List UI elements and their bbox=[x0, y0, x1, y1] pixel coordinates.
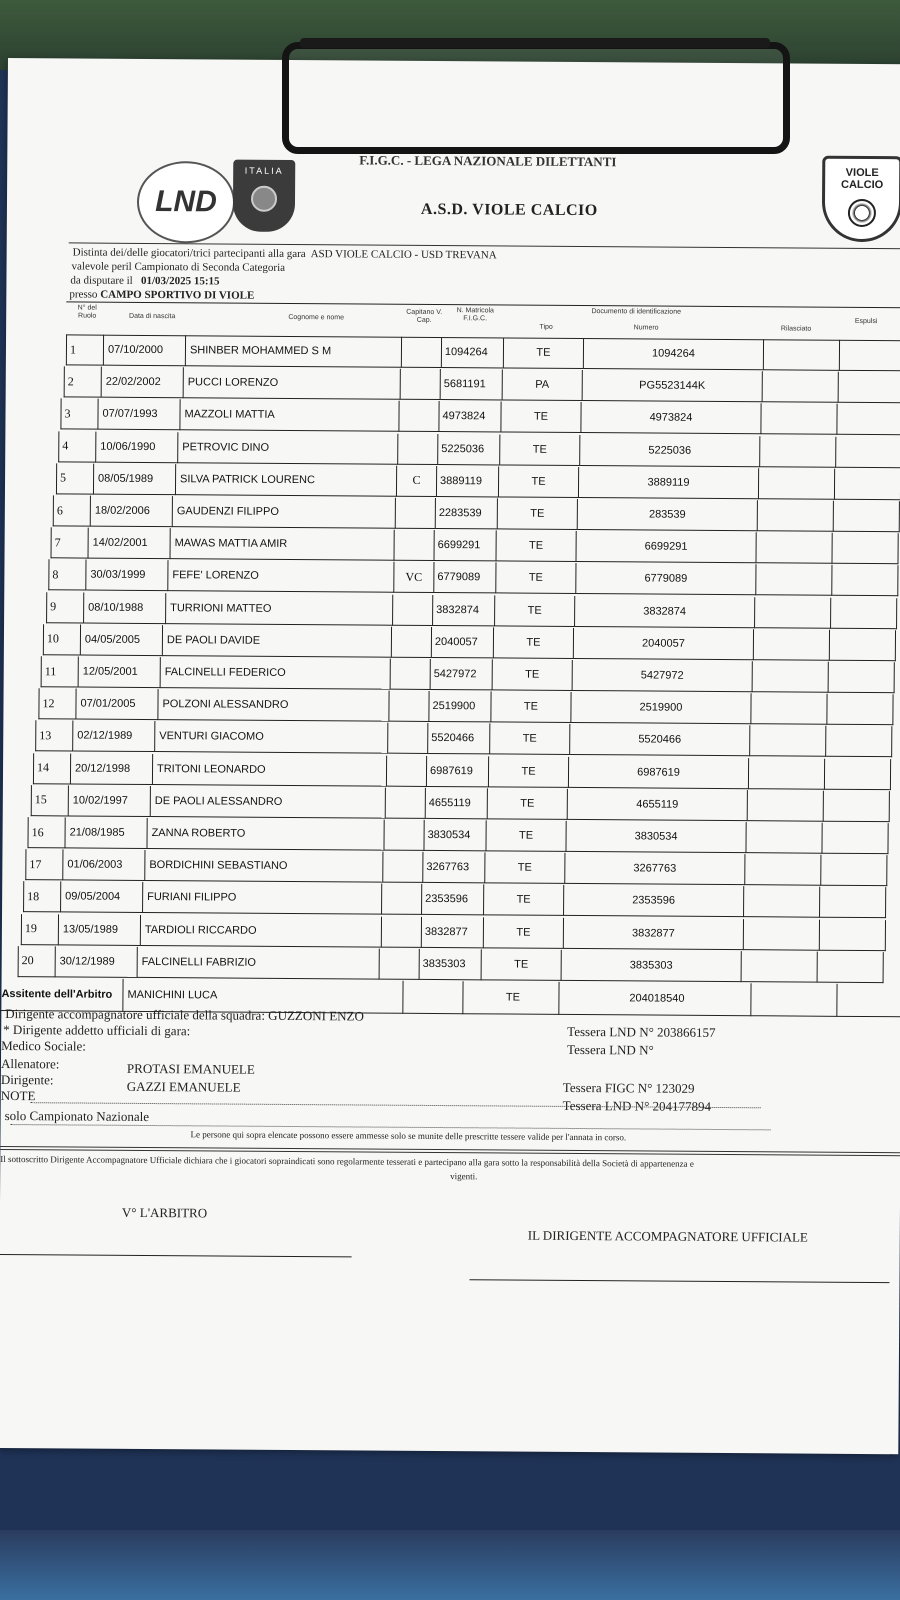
player-number: 13 bbox=[35, 721, 73, 752]
player-captain bbox=[387, 755, 427, 786]
player-dob: 14/02/2001 bbox=[89, 528, 171, 560]
col-captain: Capitano V. Cap. bbox=[406, 308, 443, 324]
note-text: solo Campionato Nazionale bbox=[4, 1108, 150, 1125]
col-dob: Data di nascita bbox=[129, 312, 176, 321]
player-dob: 08/10/1988 bbox=[84, 592, 166, 624]
player-matricola: 2040057 bbox=[432, 627, 494, 658]
player-number: 8 bbox=[48, 560, 86, 591]
player-number: 16 bbox=[27, 817, 65, 848]
player-dob: 18/02/2006 bbox=[91, 496, 173, 528]
player-dob: 01/06/2003 bbox=[63, 850, 145, 882]
player-name: VENTURI GIACOMO bbox=[155, 721, 388, 754]
referee-label: V° L'ARBITRO bbox=[121, 1204, 208, 1221]
player-number: 4 bbox=[58, 431, 96, 462]
player-captain: VC bbox=[394, 562, 434, 593]
player-captain bbox=[386, 787, 426, 818]
player-espulsi bbox=[831, 597, 897, 628]
player-doc-number: 1094264 bbox=[584, 338, 764, 370]
player-name: POLZONI ALESSANDRO bbox=[158, 689, 389, 722]
player-captain bbox=[393, 594, 433, 625]
allenatore-label: Allenatore: bbox=[0, 1055, 60, 1072]
player-espulsi bbox=[827, 694, 893, 725]
player-rilasciato bbox=[756, 565, 832, 597]
player-name: FURIANI FILIPPO bbox=[143, 882, 382, 915]
football-icon bbox=[848, 199, 876, 227]
player-dob: 02/12/1989 bbox=[73, 721, 155, 753]
player-espulsi bbox=[829, 662, 895, 693]
player-captain bbox=[402, 337, 442, 368]
dirigente2-label: Dirigente: bbox=[0, 1071, 54, 1088]
player-doc-number: 2353596 bbox=[564, 885, 744, 917]
player-matricola: 5427972 bbox=[431, 659, 493, 690]
player-espulsi bbox=[832, 565, 898, 596]
player-doc-number: 5225036 bbox=[580, 435, 760, 467]
player-dob: 10/06/1990 bbox=[96, 431, 178, 463]
player-espulsi bbox=[821, 855, 887, 886]
player-captain bbox=[391, 659, 431, 690]
medico-label: Medico Sociale: bbox=[1, 1037, 87, 1054]
player-dob: 08/05/1989 bbox=[94, 463, 176, 495]
match-date: 01/03/2025 15:15 bbox=[140, 274, 220, 288]
player-doc-type: TE bbox=[486, 820, 566, 852]
player-doc-number: 3835303 bbox=[562, 950, 742, 982]
player-captain bbox=[398, 433, 438, 464]
info-line-4 bbox=[69, 288, 254, 301]
col-name: Cognome e nome bbox=[288, 313, 345, 322]
player-captain bbox=[399, 401, 439, 432]
background-bottom bbox=[0, 1530, 900, 1600]
player-doc-type: TE bbox=[489, 756, 569, 788]
player-matricola: 6779089 bbox=[434, 562, 496, 593]
dirigente2-tessera: Tessera LND N° 204177894 bbox=[562, 1097, 712, 1114]
player-doc-type: TE bbox=[504, 337, 584, 369]
player-espulsi bbox=[820, 887, 886, 918]
player-number: 9 bbox=[46, 592, 84, 623]
player-rilasciato bbox=[749, 758, 825, 790]
player-name: TARDIOLI RICCARDO bbox=[141, 915, 382, 948]
player-espulsi bbox=[840, 340, 900, 371]
player-number: 15 bbox=[31, 785, 69, 816]
player-doc-number: 4973824 bbox=[581, 402, 761, 434]
player-matricola: 2353596 bbox=[422, 884, 484, 915]
player-number: 3 bbox=[60, 399, 98, 430]
date-label: da disputare il bbox=[70, 274, 133, 287]
player-doc-type: TE bbox=[501, 402, 581, 434]
player-matricola: 3830534 bbox=[424, 820, 486, 851]
match-sheet bbox=[0, 58, 900, 1454]
allenatore-tessera: Tessera FIGC N° 123029 bbox=[562, 1079, 695, 1096]
player-matricola: 4655119 bbox=[426, 788, 488, 819]
player-matricola: 3832874 bbox=[433, 595, 495, 626]
player-doc-type: TE bbox=[484, 885, 564, 917]
player-name: SILVA PATRICK LOURENC bbox=[176, 464, 397, 497]
note-label: NOTE bbox=[0, 1087, 36, 1104]
player-dob: 20/12/1998 bbox=[71, 753, 153, 785]
player-matricola: 6987619 bbox=[427, 756, 489, 787]
assistant-rilasciato bbox=[751, 983, 837, 1017]
player-rilasciato bbox=[758, 500, 834, 532]
player-captain bbox=[396, 498, 436, 529]
player-dob: 21/08/1985 bbox=[65, 817, 147, 849]
player-doc-number: 6699291 bbox=[576, 531, 756, 563]
player-name: FALCINELLI FABRIZIO bbox=[138, 947, 380, 980]
player-name: DE PAOLI DAVIDE bbox=[163, 625, 392, 658]
player-name: TURRIONI MATTEO bbox=[166, 593, 393, 626]
player-number: 18 bbox=[23, 882, 61, 913]
dirigente-name: GUZZONI ENZO bbox=[268, 1007, 364, 1024]
player-captain bbox=[389, 691, 429, 722]
player-captain bbox=[388, 723, 428, 754]
player-espulsi bbox=[825, 758, 891, 789]
player-rilasciato bbox=[746, 822, 822, 854]
info-line-3 bbox=[70, 274, 219, 287]
player-number: 10 bbox=[43, 624, 81, 655]
player-matricola: 1094264 bbox=[442, 337, 504, 368]
player-doc-type: TE bbox=[482, 949, 562, 981]
player-espulsi bbox=[818, 951, 884, 982]
player-doc-number: 2040057 bbox=[574, 628, 754, 660]
player-dob: 07/01/2005 bbox=[76, 689, 158, 721]
notice-text: Le persone qui sopra elencate possono essere ammesse solo se munite delle prescritte tessere valide per l'annata in corso. bbox=[190, 1129, 627, 1143]
player-number: 11 bbox=[41, 656, 79, 687]
lnd-logo bbox=[137, 161, 236, 244]
assistant-doc-number: 204018540 bbox=[559, 982, 751, 1016]
dirigente2-name: GAZZI EMANUELE bbox=[126, 1078, 241, 1095]
player-rilasciato bbox=[763, 371, 839, 403]
col-numero: Numero bbox=[633, 324, 659, 332]
player-espulsi bbox=[832, 533, 898, 564]
club-badge bbox=[822, 156, 900, 243]
player-number: 14 bbox=[33, 753, 71, 784]
player-name: SHINBER MOHAMMED S M bbox=[186, 335, 402, 368]
player-matricola: 3832877 bbox=[422, 917, 484, 948]
match-name: ASD VIOLE CALCIO - USD TREVANA bbox=[310, 248, 497, 262]
italia-logo-text: ITALIA bbox=[244, 165, 284, 176]
player-doc-type: TE bbox=[494, 627, 574, 659]
col-rilasciato: Rilasciato bbox=[780, 325, 812, 333]
player-rilasciato bbox=[742, 951, 818, 983]
player-espulsi bbox=[826, 726, 892, 757]
player-espulsi bbox=[837, 404, 900, 435]
player-matricola: 6699291 bbox=[434, 530, 496, 561]
referee-signature-line bbox=[0, 1254, 352, 1257]
player-number: 7 bbox=[51, 527, 89, 558]
player-matricola: 4973824 bbox=[439, 401, 501, 432]
player-captain bbox=[383, 852, 423, 883]
italia-logo bbox=[233, 160, 296, 232]
player-rilasciato bbox=[760, 436, 836, 468]
venue-label: presso bbox=[69, 288, 98, 301]
player-rilasciato bbox=[750, 726, 826, 758]
player-rilasciato bbox=[756, 532, 832, 564]
note-dotted-line-2 bbox=[11, 1124, 771, 1130]
player-dob: 13/05/1989 bbox=[59, 914, 141, 946]
player-espulsi bbox=[836, 436, 900, 467]
player-name: MAZZOLI MATTIA bbox=[180, 400, 399, 433]
player-espulsi bbox=[824, 791, 890, 822]
player-doc-number: 6779089 bbox=[576, 563, 756, 595]
player-espulsi bbox=[822, 823, 888, 854]
player-matricola: 5681191 bbox=[441, 369, 503, 400]
player-doc-number: 3832874 bbox=[575, 596, 755, 628]
player-rilasciato bbox=[759, 468, 835, 500]
player-doc-type: TE bbox=[496, 531, 576, 563]
player-espulsi bbox=[820, 919, 886, 950]
col-tipo: Tipo bbox=[539, 323, 553, 331]
player-doc-number: 3267763 bbox=[565, 853, 745, 885]
player-dob: 30/03/1999 bbox=[86, 560, 168, 592]
declaration-text: Il sottoscritto Dirigente Accompagnatore Ufficiale dichiara che i giocatori sopraindicati sono regolarmente tesserati e partecipano alla gara sotto la responsabilità della Società di appartenenza e bbox=[0, 1153, 694, 1169]
player-espulsi bbox=[834, 501, 900, 532]
player-doc-number: 5427972 bbox=[573, 660, 753, 692]
federation-title: F.I.G.C. - LEGA NAZIONALE DILETTANTI bbox=[359, 152, 617, 170]
player-rilasciato bbox=[755, 597, 831, 629]
player-dob: 04/05/2005 bbox=[81, 624, 163, 656]
info-line-2: valevole peril Campionato di Seconda Categoria bbox=[71, 260, 286, 274]
player-espulsi bbox=[839, 372, 900, 403]
player-captain bbox=[382, 916, 422, 947]
player-dob: 30/12/1989 bbox=[56, 946, 138, 978]
info-intro: Distinta dei/delle giocatori/trici partecipanti alla gara bbox=[72, 246, 306, 261]
player-doc-type: PA bbox=[503, 370, 583, 402]
player-doc-type: TE bbox=[491, 692, 571, 724]
player-captain bbox=[394, 530, 434, 561]
player-doc-type: TE bbox=[496, 563, 576, 595]
player-dob: 22/02/2002 bbox=[102, 367, 184, 399]
player-name: BORDICHINI SEBASTIANO bbox=[145, 850, 383, 883]
col-document: Documento di identificazione bbox=[591, 308, 682, 316]
player-number: 20 bbox=[18, 946, 56, 977]
player-rilasciato bbox=[745, 854, 821, 886]
player-rilasciato bbox=[761, 404, 837, 436]
player-matricola: 2519900 bbox=[429, 691, 491, 722]
col-espulsi: Espulsi bbox=[854, 317, 878, 326]
addetto-label: * Dirigente addetto ufficiali di gara: bbox=[3, 1021, 191, 1039]
lnd-logo-text: LND bbox=[155, 185, 217, 219]
player-rilasciato bbox=[751, 693, 827, 725]
player-name: PUCCI LORENZO bbox=[184, 367, 401, 400]
player-name: TRITONI LEONARDO bbox=[153, 754, 387, 787]
player-number: 1 bbox=[66, 334, 104, 365]
player-doc-number: 283539 bbox=[578, 499, 758, 531]
player-doc-number: 3889119 bbox=[579, 467, 759, 499]
allenatore-name: PROTASI EMANUELE bbox=[126, 1060, 255, 1077]
player-dob: 12/05/2001 bbox=[79, 657, 161, 689]
player-doc-type: TE bbox=[495, 595, 575, 627]
player-dob: 10/02/1997 bbox=[69, 785, 151, 817]
player-matricola: 2283539 bbox=[436, 498, 498, 529]
player-matricola: 5520466 bbox=[428, 723, 490, 754]
player-matricola: 5225036 bbox=[438, 434, 500, 465]
player-doc-type: TE bbox=[498, 498, 578, 530]
player-matricola: 3835303 bbox=[420, 949, 482, 980]
player-number: 12 bbox=[38, 688, 76, 719]
player-rilasciato bbox=[764, 339, 840, 371]
player-captain bbox=[384, 820, 424, 851]
player-doc-type: TE bbox=[488, 788, 568, 820]
clipboard-clip bbox=[282, 42, 790, 154]
player-doc-number: PG5523144K bbox=[583, 370, 763, 402]
figc-emblem-icon bbox=[251, 186, 277, 212]
club-badge-text: VIOLE CALCIO bbox=[840, 166, 884, 192]
player-name: FALCINELLI FEDERICO bbox=[161, 657, 391, 690]
addetto-tessera: Tessera LND N° bbox=[567, 1041, 654, 1058]
official-label: IL DIRIGENTE ACCOMPAGNATORE UFFICIALE bbox=[527, 1227, 808, 1245]
player-doc-type: TE bbox=[493, 659, 573, 691]
player-number: 19 bbox=[21, 914, 59, 945]
assistant-label: Assitente dell'Arbitro bbox=[0, 978, 124, 1012]
player-name: GAUDENZI FILIPPO bbox=[173, 496, 396, 529]
player-dob: 07/07/1993 bbox=[98, 399, 180, 431]
player-captain bbox=[392, 626, 432, 657]
player-doc-type: TE bbox=[490, 724, 570, 756]
col-num: N° del Ruolo bbox=[77, 304, 97, 320]
player-espulsi bbox=[835, 469, 900, 500]
player-doc-type: TE bbox=[500, 434, 580, 466]
club-title: A.S.D. VIOLE CALCIO bbox=[420, 200, 598, 220]
player-doc-number: 5520466 bbox=[570, 724, 750, 756]
player-captain: C bbox=[397, 466, 437, 497]
official-signature-line bbox=[469, 1279, 889, 1283]
player-rilasciato bbox=[744, 887, 820, 919]
player-name: FEFE' LORENZO bbox=[168, 561, 394, 594]
player-matricola: 3267763 bbox=[423, 852, 485, 883]
dirigente-tessera: Tessera LND N° 203866157 bbox=[567, 1023, 716, 1040]
player-doc-type: TE bbox=[485, 853, 565, 885]
player-espulsi bbox=[830, 630, 896, 661]
assistant-matricola bbox=[403, 981, 463, 1014]
player-rilasciato bbox=[748, 790, 824, 822]
match-venue: CAMPO SPORTIVO DI VIOLE bbox=[100, 288, 255, 302]
player-doc-number: 6987619 bbox=[569, 757, 749, 789]
player-doc-number: 2519900 bbox=[571, 692, 751, 724]
declaration-text-2: vigenti. bbox=[450, 1171, 478, 1182]
player-doc-number: 3832877 bbox=[564, 917, 744, 949]
clipboard-clip-top bbox=[300, 38, 770, 48]
player-number: 17 bbox=[25, 849, 63, 880]
player-name: DE PAOLI ALESSANDRO bbox=[151, 786, 386, 819]
player-dob: 09/05/2004 bbox=[61, 882, 143, 914]
player-matricola: 3889119 bbox=[437, 466, 499, 497]
player-number: 5 bbox=[56, 463, 94, 494]
player-doc-number: 3830534 bbox=[566, 821, 746, 853]
player-doc-number: 4655119 bbox=[568, 789, 748, 821]
player-dob: 07/10/2000 bbox=[104, 335, 186, 367]
assistant-doc-type: TE bbox=[463, 981, 559, 1015]
player-number: 2 bbox=[64, 367, 102, 398]
assistant-name: MANICHINI LUCA bbox=[123, 979, 403, 1014]
player-name: MAWAS MATTIA AMIR bbox=[171, 528, 395, 561]
player-doc-type: TE bbox=[499, 466, 579, 498]
player-captain bbox=[382, 884, 422, 915]
player-captain bbox=[380, 948, 420, 979]
dirigente-label: Dirigente accompagnatore ufficiale della squadra: bbox=[5, 1006, 266, 1023]
player-captain bbox=[401, 369, 441, 400]
col-matricola: N. Matricola F.I.G.C. bbox=[456, 307, 494, 323]
player-doc-type: TE bbox=[484, 917, 564, 949]
info-line-1 bbox=[73, 246, 497, 261]
player-number: 6 bbox=[53, 495, 91, 526]
player-rilasciato bbox=[753, 661, 829, 693]
player-name: ZANNA ROBERTO bbox=[147, 818, 384, 851]
player-rilasciato bbox=[754, 629, 830, 661]
assistant-espulsi bbox=[837, 984, 900, 1017]
player-name: PETROVIC DINO bbox=[178, 432, 398, 465]
player-rilasciato bbox=[744, 919, 820, 951]
